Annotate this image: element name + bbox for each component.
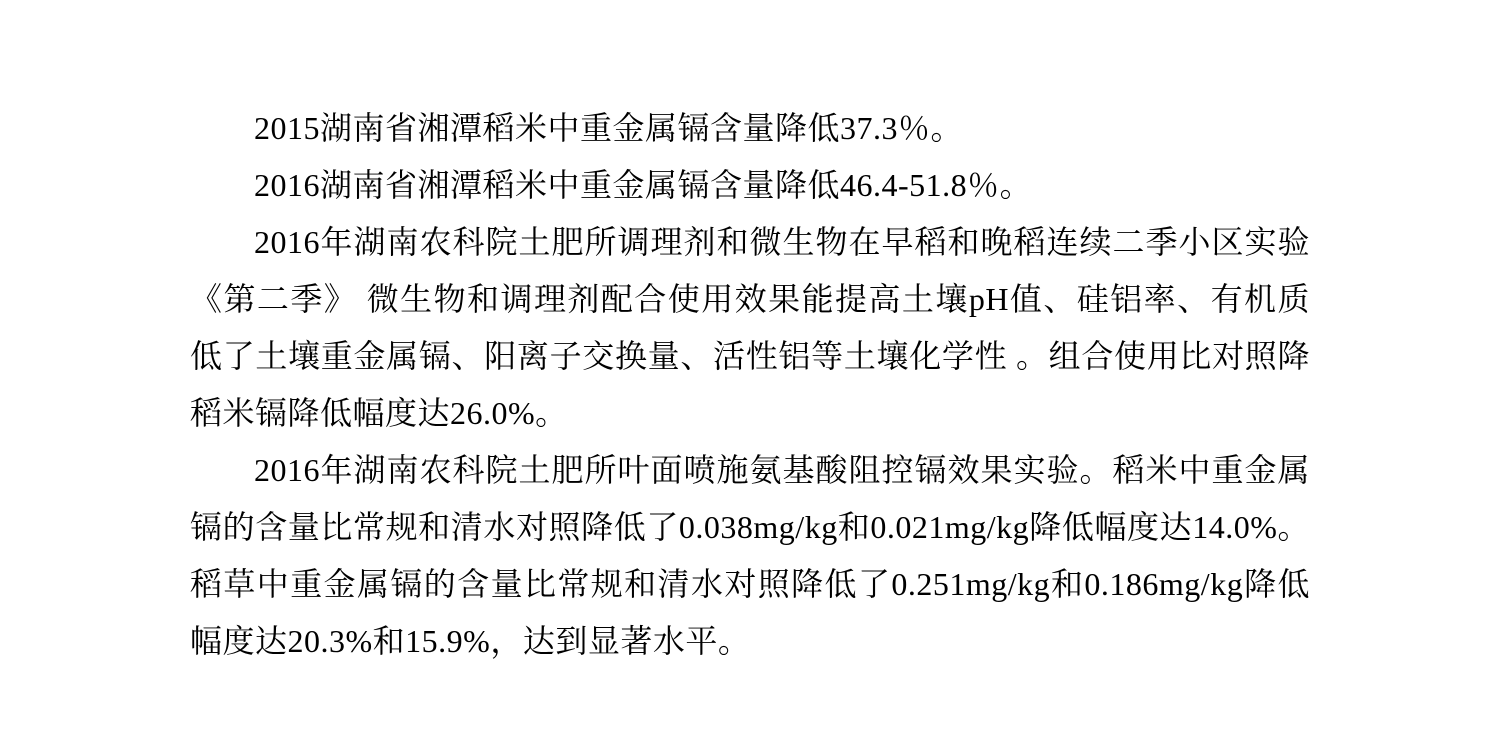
paragraph — [190, 442, 1310, 670]
text-line: 镉的含量比常规和清水对照降低了0.038mg/kg和0.021mg/kg降低幅度达14.0%。 — [190, 509, 1310, 545]
text-line: 2016年湖南农科院土肥所叶面喷施氨基酸阻控镉效果实验。稻米中重金属 — [254, 452, 1310, 488]
text-line: 稻草中重金属镉的含量比常规和清水对照降低了0.251mg/kg和0.186mg/kg降低 — [190, 566, 1310, 602]
paragraph — [190, 100, 1310, 157]
paragraph — [190, 157, 1310, 214]
text-line: 2016湖南省湘潭稻米中重金属镉含量降低46.4-51.8％。 — [254, 167, 1033, 203]
text-line: 稻米镉降低幅度达26.0%。 — [190, 395, 568, 431]
text-line: 幅度达20.3%和15.9%，达到显著水平。 — [190, 623, 751, 659]
document-body — [190, 100, 1310, 670]
paragraph — [190, 214, 1310, 442]
text-line: 《第二季》 微生物和调理剂配合使用效果能提高土壤pH值、硅铝率、有机质 — [190, 281, 1310, 317]
text-line: 2016年湖南农科院土肥所调理剂和微生物在早稻和晚稻连续二季小区实验 — [254, 224, 1310, 260]
text-line: 2015湖南省湘潭稻米中重金属镉含量降低37.3％。 — [254, 110, 964, 146]
text-line: 低了土壤重金属镉、阳离子交换量、活性铝等土壤化学性 。组合使用比对照降 — [190, 338, 1310, 374]
